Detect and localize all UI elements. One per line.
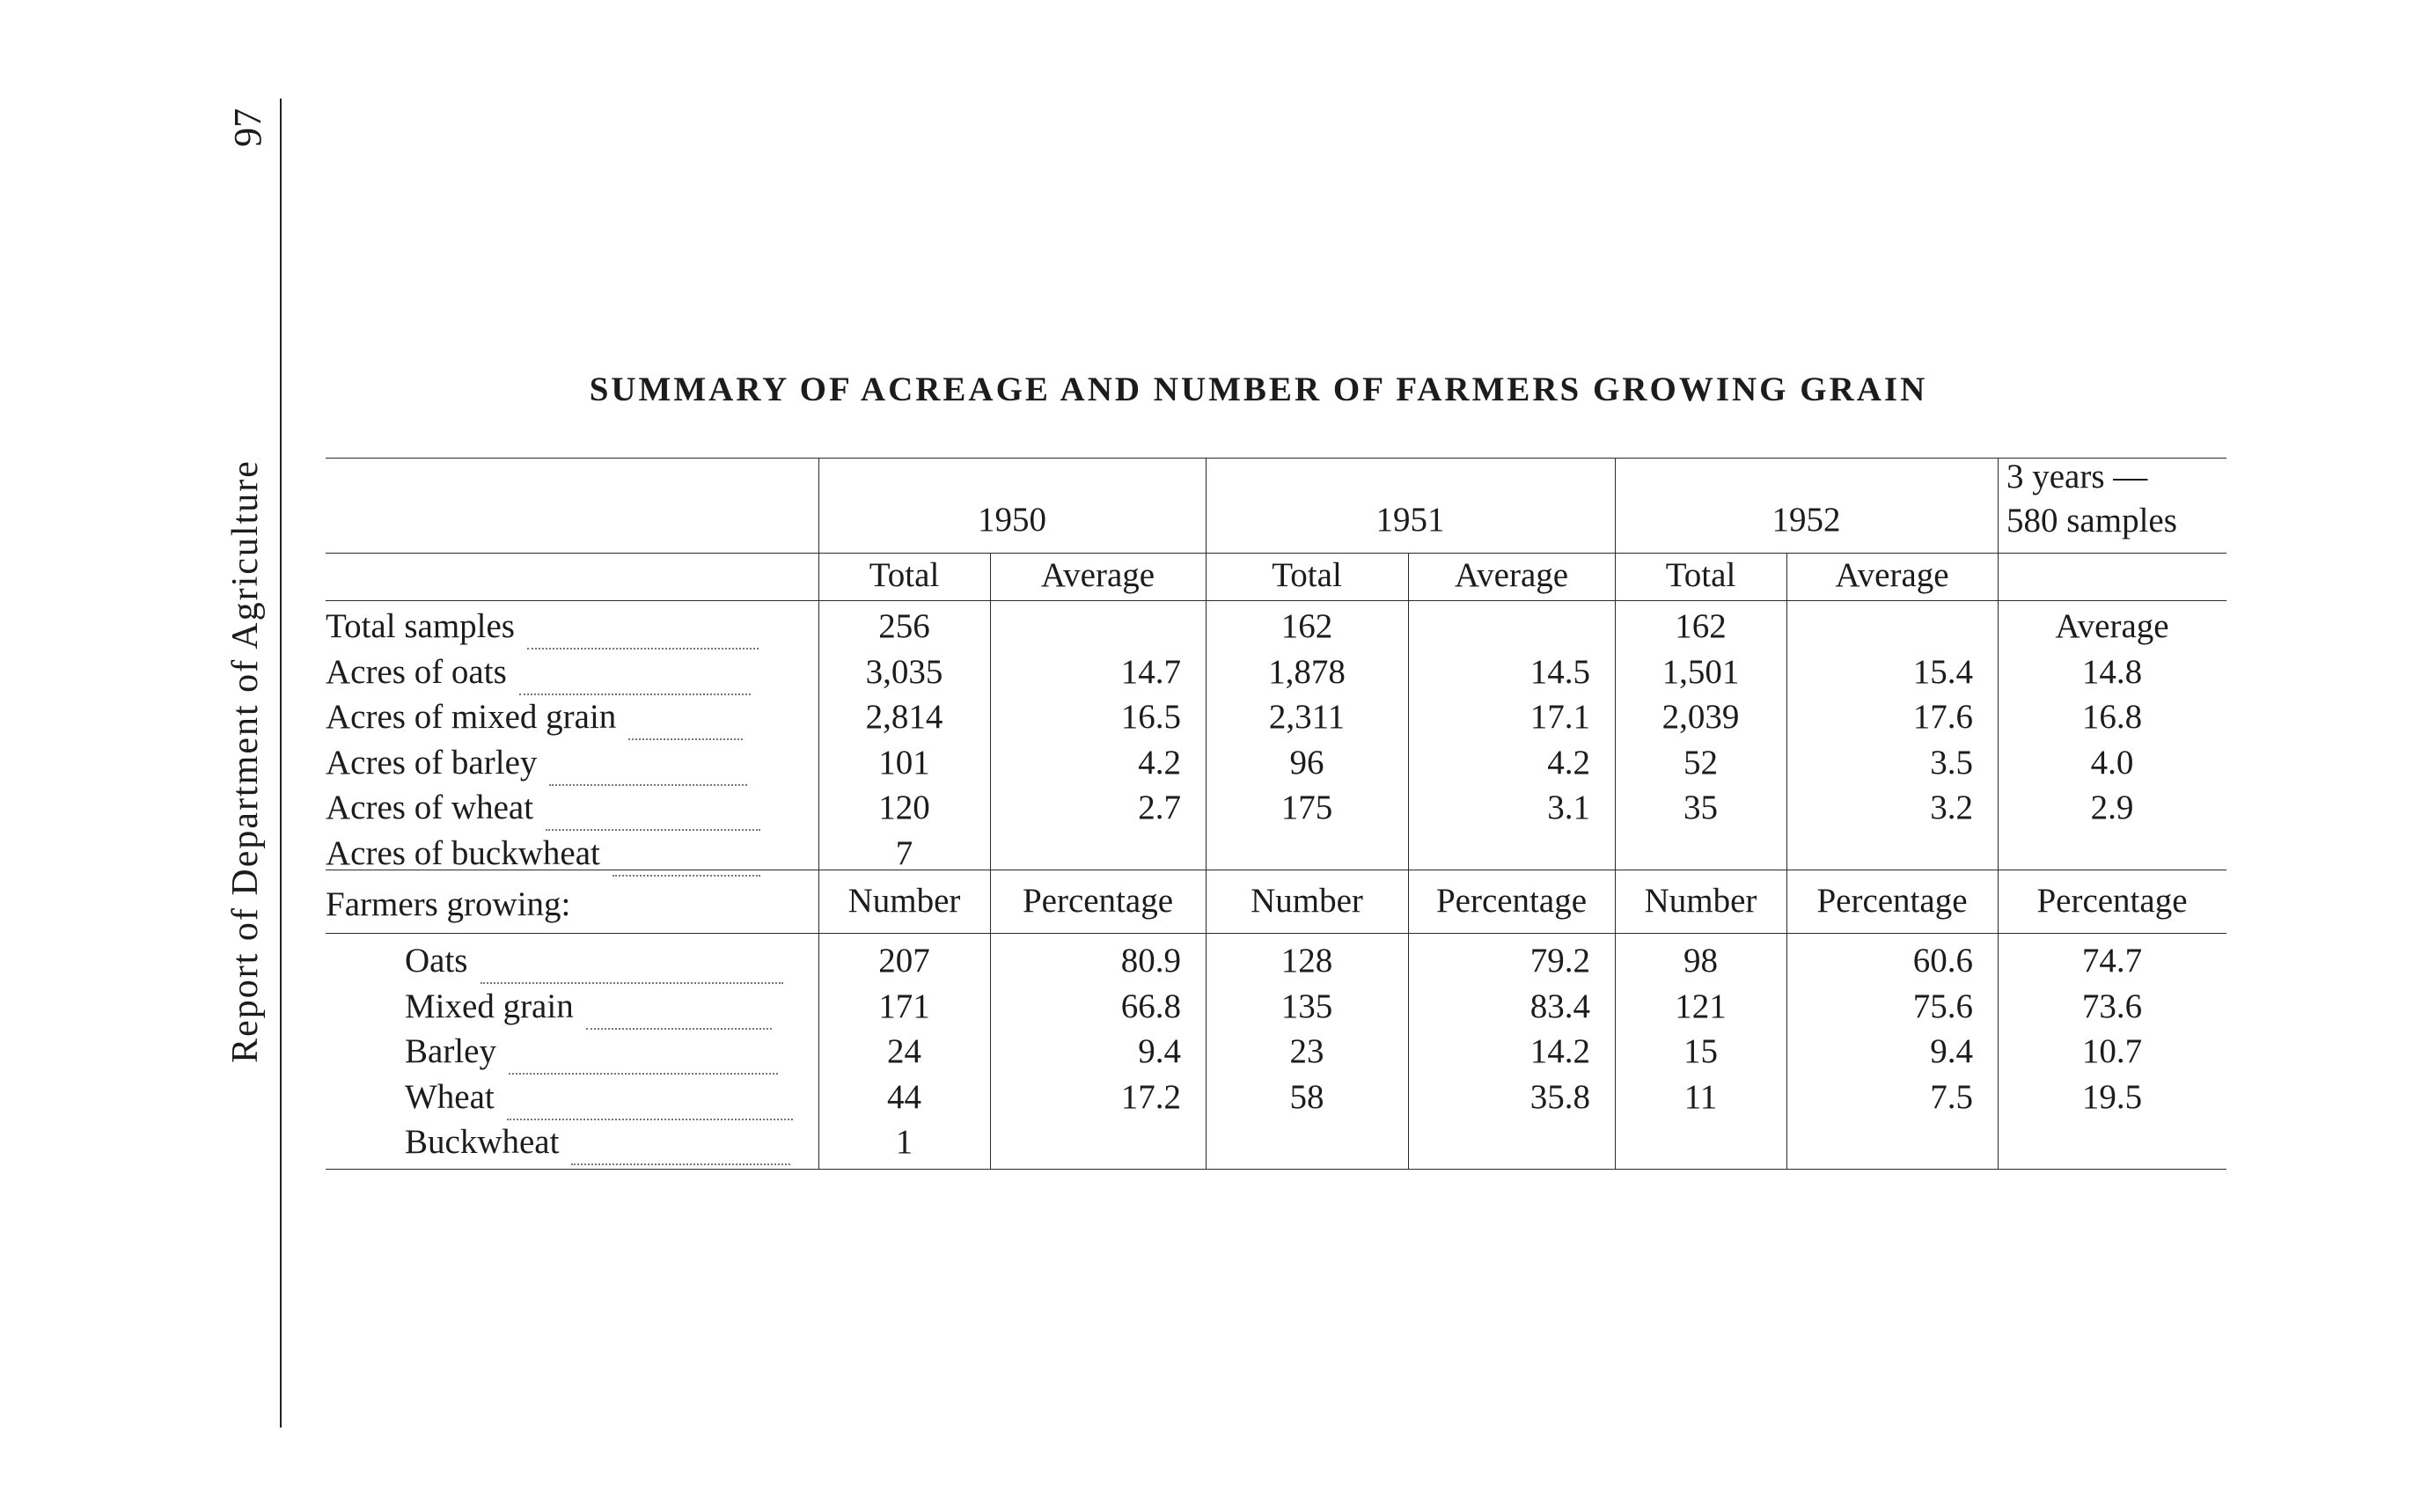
table-cell: 2,039 [1661, 698, 1740, 736]
leader-dots [549, 758, 747, 786]
farmer-row-label [405, 984, 810, 1030]
table-cell: 101 [878, 744, 930, 782]
farmers-col-header: Percentage [1022, 882, 1174, 920]
leader-dots [509, 1046, 778, 1075]
farmer-row-label-text: Wheat [405, 1078, 495, 1116]
running-head: Report of Department of Agriculture [225, 459, 266, 1063]
table-cell: 16.5 [1120, 698, 1181, 736]
table-cell: 14.8 [2081, 653, 2143, 691]
row-label-text: Acres of mixed grain [326, 698, 617, 736]
year-header-1951: 1951 [1375, 501, 1445, 539]
table-cell: 1 [895, 1123, 913, 1161]
row-label [326, 785, 810, 831]
page-number: 97 [226, 108, 269, 147]
table-cell: 15 [1683, 1032, 1718, 1070]
subheader-average: Average [1454, 556, 1569, 594]
leader-dots [519, 667, 751, 695]
summary-header-line1: 3 years — [2006, 458, 2148, 495]
table-cell: 23 [1289, 1032, 1324, 1070]
table-cell: 15.4 [1912, 653, 1973, 691]
table-cell: 98 [1683, 942, 1718, 980]
farmer-row-label-text: Mixed grain [405, 987, 574, 1025]
table-cell: 83.4 [1529, 987, 1590, 1025]
table-cell: 75.6 [1912, 987, 1973, 1025]
table-cell: 52 [1683, 744, 1718, 782]
farmers-col-header: Number [847, 882, 961, 920]
table-bottom-rule [326, 1169, 2226, 1170]
table-cell: 3.1 [1547, 789, 1590, 826]
table-cell: 17.2 [1120, 1078, 1181, 1116]
farmer-row-label [405, 1075, 810, 1120]
table-cell: 3.2 [1930, 789, 1973, 826]
leader-dots [507, 1092, 793, 1120]
table-cell: 74.7 [2081, 942, 2143, 980]
row-label-text: Acres of oats [326, 653, 507, 691]
row-label-text: Acres of barley [326, 744, 538, 782]
table-cell: 4.2 [1138, 744, 1181, 782]
farmer-row-label [405, 938, 810, 984]
leader-dots [613, 848, 760, 877]
leader-dots [480, 956, 783, 984]
subheader-total: Total [869, 556, 940, 594]
farmers-col-header: Percentage [1816, 882, 1968, 920]
farmers-col-header: Percentage [2036, 882, 2188, 920]
farmers-col-header: Percentage [1435, 882, 1588, 920]
leader-dots [546, 803, 760, 831]
table-cell: 24 [887, 1032, 921, 1070]
leader-dots [586, 1002, 772, 1030]
farmers-header-rule [326, 933, 2226, 934]
row-label-text: Total samples [326, 607, 515, 645]
table-cell: 10.7 [2081, 1032, 2143, 1070]
farmer-row-label [405, 1119, 810, 1165]
table-cell: 9.4 [1930, 1032, 1973, 1070]
table-cell: 3.5 [1930, 744, 1973, 782]
table-cell: 79.2 [1529, 942, 1590, 980]
summary-header-line2: 580 samples [2006, 502, 2177, 539]
table-cell: 14.5 [1529, 653, 1590, 691]
table-cell: 128 [1280, 942, 1333, 980]
farmer-row-label-text: Buckwheat [405, 1123, 560, 1161]
table-cell: 14.2 [1529, 1032, 1590, 1070]
table-cell: Average [2055, 607, 2169, 645]
leader-dots [628, 712, 743, 740]
leader-dots [571, 1137, 790, 1165]
table-cell: 1,878 [1268, 653, 1346, 691]
year-header-1950: 1950 [978, 501, 1046, 539]
row-label [326, 650, 810, 695]
table-cell: 256 [878, 607, 930, 645]
table-cell: 171 [878, 987, 930, 1025]
row-label [326, 694, 810, 740]
row-label [326, 740, 810, 786]
farmer-row-label [405, 1029, 810, 1075]
table-cell: 2.9 [2090, 789, 2134, 826]
table-title: SUMMARY OF ACREAGE AND NUMBER OF FARMERS GROWING GRAIN [589, 371, 1928, 408]
row-label [326, 831, 810, 877]
table-cell: 2,311 [1268, 698, 1346, 736]
table-top-rule [326, 458, 2226, 459]
table-cell: 2.7 [1138, 789, 1181, 826]
table-cell: 162 [1280, 607, 1333, 645]
table-cell: 135 [1280, 987, 1333, 1025]
leader-dots [527, 621, 759, 650]
subheader-total: Total [1665, 556, 1736, 594]
farmers-col-header: Number [1251, 882, 1363, 920]
running-head-wrap [215, 414, 276, 1109]
table-cell: 19.5 [2081, 1078, 2143, 1116]
column-rule [1998, 458, 1999, 553]
table-cell: 3,035 [865, 653, 943, 691]
table-cell: 207 [878, 942, 930, 980]
subheader-rule [326, 600, 2226, 601]
table-cell: 80.9 [1120, 942, 1181, 980]
table-cell: 120 [878, 789, 930, 826]
row-label [326, 604, 810, 650]
row-label-text: Acres of buckwheat [326, 834, 600, 872]
table-cell: 9.4 [1138, 1032, 1181, 1070]
farmer-row-label-text: Barley [405, 1032, 496, 1070]
table-cell: 17.6 [1912, 698, 1973, 736]
table-cell: 175 [1280, 789, 1333, 826]
farmer-row-label-text: Oats [405, 942, 468, 980]
subheader-average: Average [1835, 556, 1949, 594]
table-cell: 162 [1675, 607, 1727, 645]
table-cell: 66.8 [1120, 987, 1181, 1025]
table-cell: 17.1 [1529, 698, 1590, 736]
gutter-rule [280, 99, 282, 1428]
table-cell: 7 [895, 834, 913, 872]
table-cell: 7.5 [1930, 1078, 1973, 1116]
table-cell: 73.6 [2081, 987, 2143, 1025]
table-cell: 16.8 [2081, 698, 2143, 736]
table-cell: 121 [1675, 987, 1727, 1025]
table-cell: 35 [1683, 789, 1718, 826]
subheader-total: Total [1272, 556, 1342, 594]
table-cell: 35.8 [1529, 1078, 1590, 1116]
table-cell: 14.7 [1120, 653, 1181, 691]
table-cell: 4.0 [2090, 744, 2134, 782]
table-cell: 44 [887, 1078, 921, 1116]
table-cell: 96 [1289, 744, 1324, 782]
subheader-average: Average [1040, 556, 1155, 594]
farmers-growing-label: Farmers growing: [326, 885, 571, 923]
row-label-text: Acres of wheat [326, 789, 534, 826]
column-rule [1998, 553, 1999, 600]
table-cell: 1,501 [1661, 653, 1740, 691]
farmers-col-header: Number [1644, 882, 1757, 920]
table-cell: 4.2 [1547, 744, 1590, 782]
table-cell: 60.6 [1912, 942, 1973, 980]
table-cell: 2,814 [865, 698, 943, 736]
year-header-1952: 1952 [1771, 501, 1841, 539]
table-cell: 58 [1289, 1078, 1324, 1116]
table-cell: 11 [1683, 1078, 1718, 1116]
